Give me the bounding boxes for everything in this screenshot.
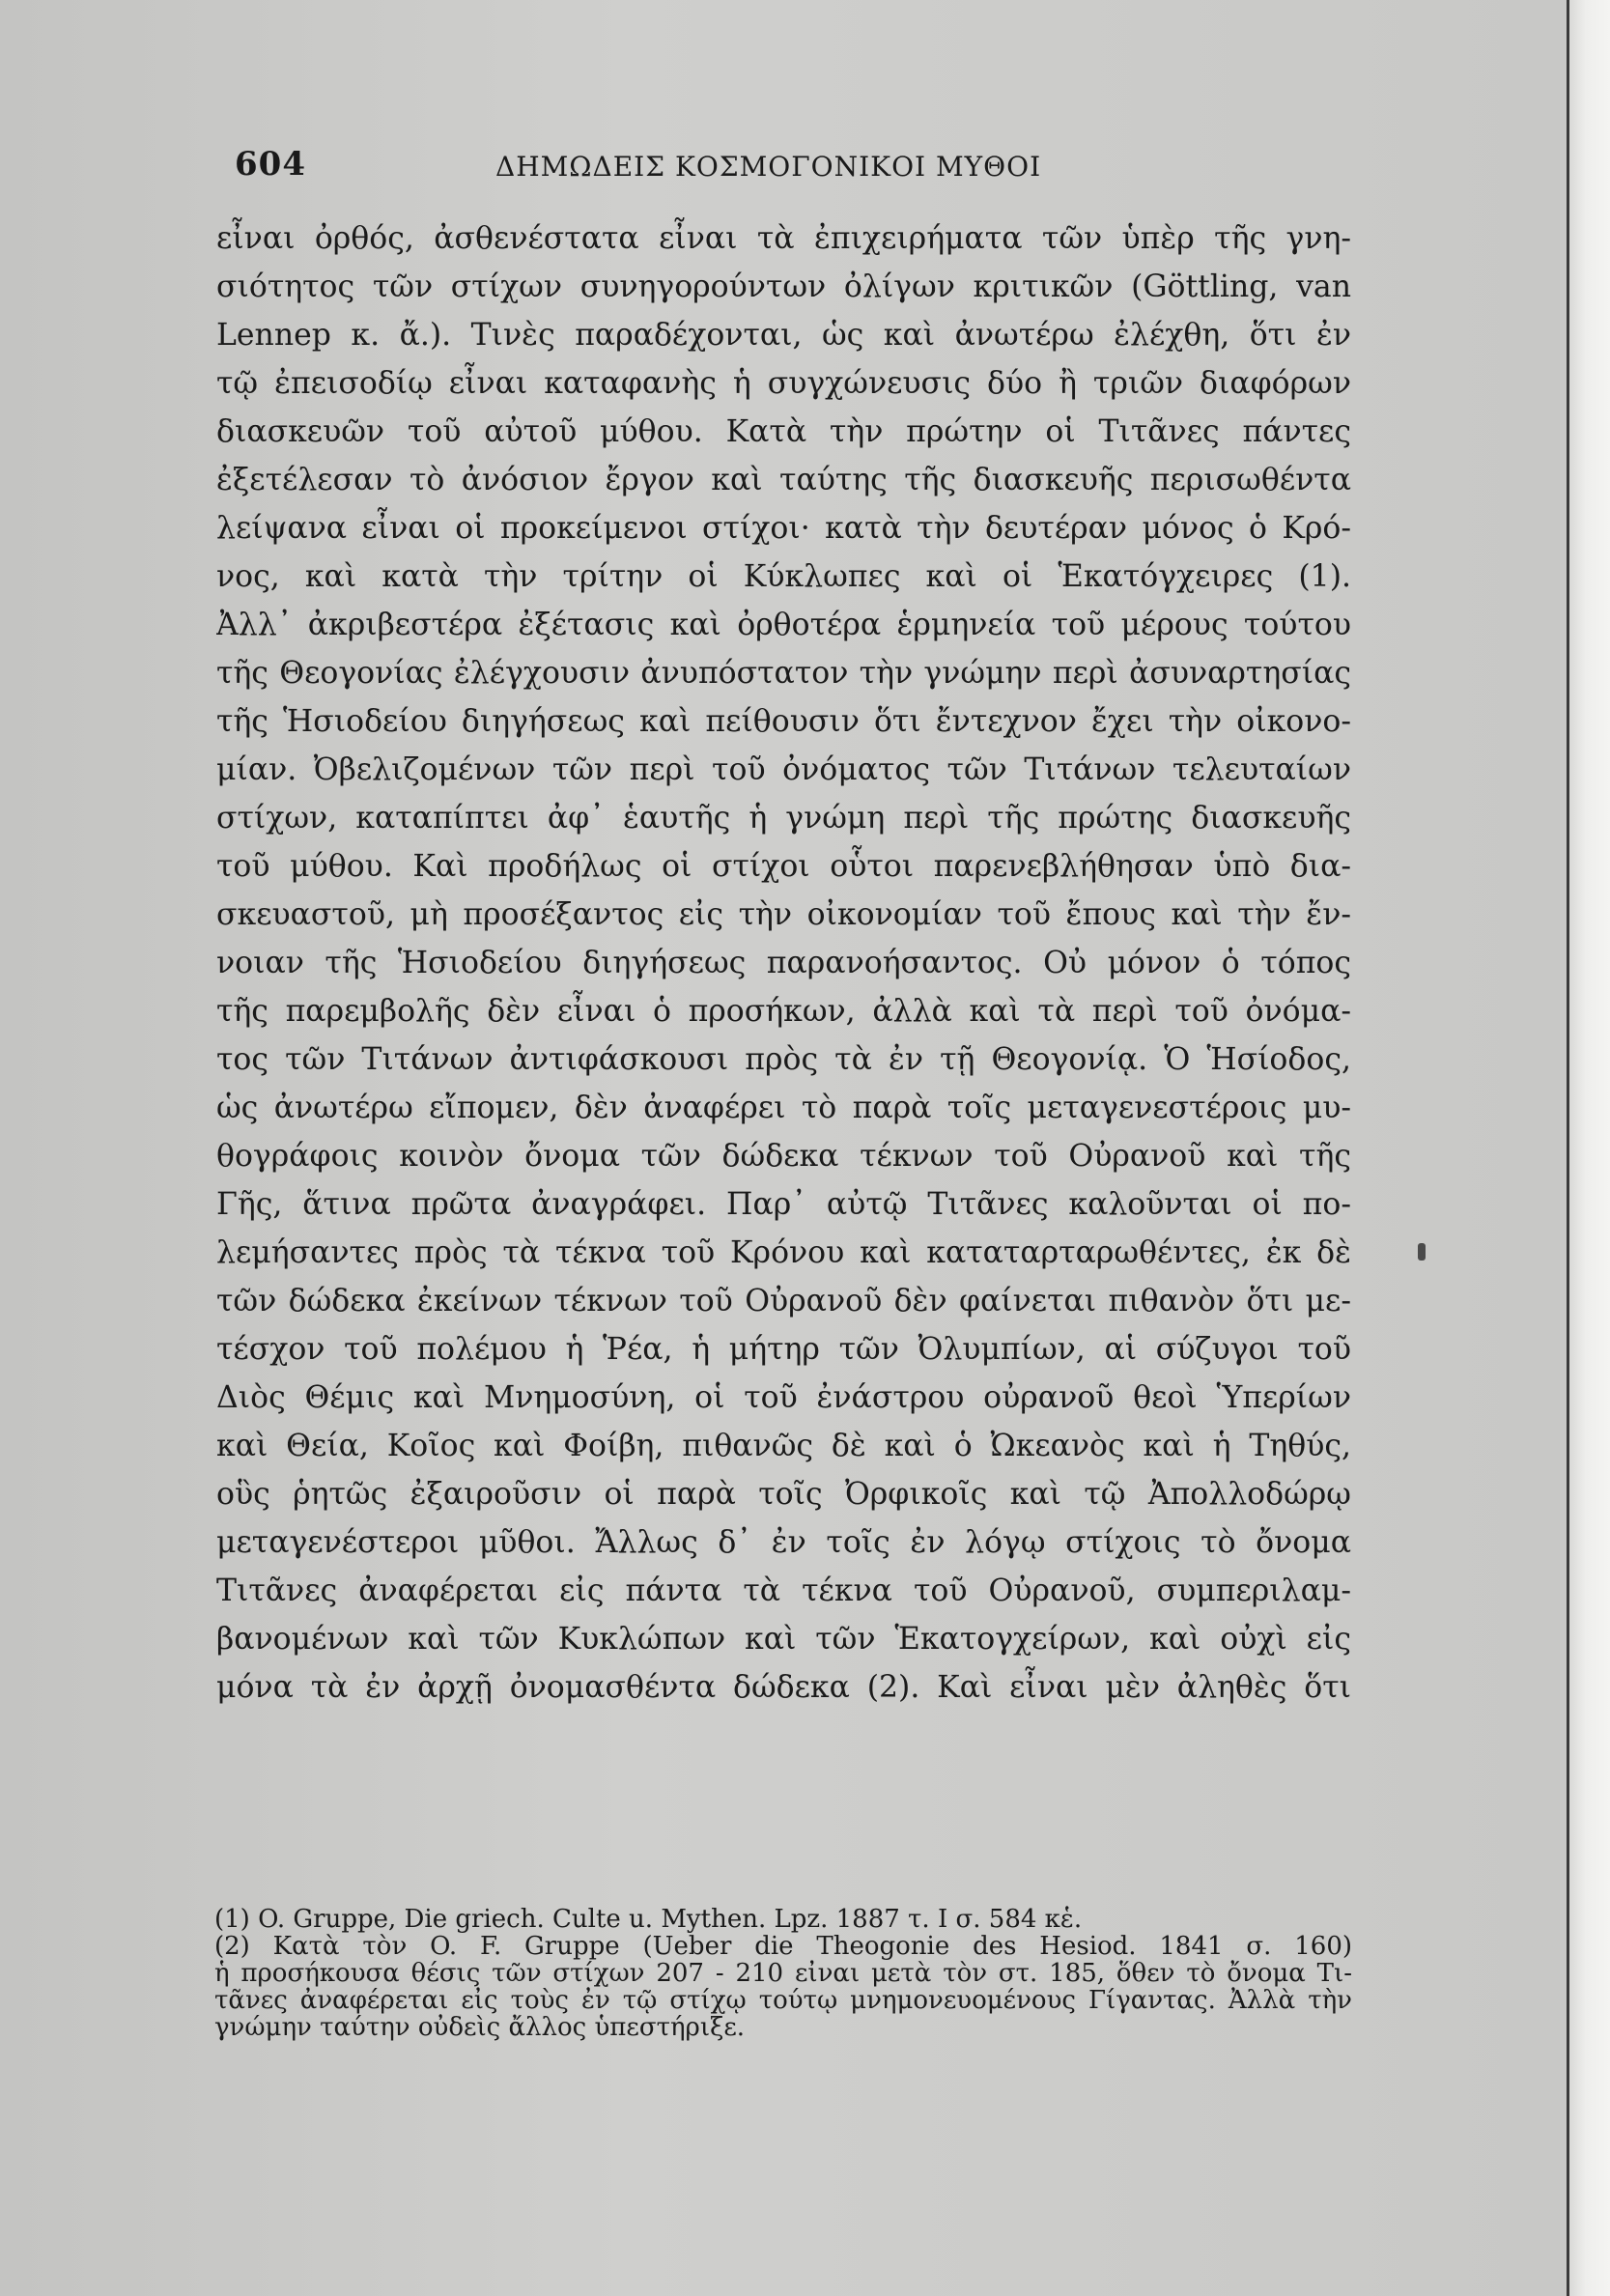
body-line: λεμήσαντες πρὸς τὰ τέκνα τοῦ Κρόνου καὶ καταταρταρωθέντες, ἐκ δὲ: [216, 1235, 1351, 1270]
body-line: Διὸς Θέμις καὶ Μνημοσύνη, οἱ τοῦ ἐνάστρου οὐρανοῦ θεοὶ Ὑπερίων: [216, 1380, 1351, 1415]
footnote-2-line: τᾶνες ἀναφέρεται εἰς τοὺς ἐν τῷ στίχῳ τούτῳ μνημονευομένους Γίγαντας. Ἀλλὰ τὴν: [214, 1987, 1352, 2014]
body-line: τῆς Ἡσιοδείου διηγήσεως καὶ πείθουσιν ὅτι ἔντεχνον ἔχει τὴν οἰκονο-: [216, 704, 1351, 739]
page-edge: [1567, 0, 1610, 2296]
body-line: σκευαστοῦ, μὴ προσέξαντος εἰς τὴν οἰκονομίαν τοῦ ἔπους καὶ τὴν ἔν-: [216, 897, 1351, 932]
body-line: τοῦ μύθου. Καὶ προδήλως οἱ στίχοι οὗτοι παρενεβλήθησαν ὑπὸ δια-: [216, 849, 1351, 884]
body-text: [216, 214, 1351, 1712]
body-line: τῆς παρεμβολῆς δὲν εἶναι ὁ προσήκων, ἀλλὰ καὶ τὰ περὶ τοῦ ὀνόμα-: [216, 994, 1351, 1029]
body-line: καὶ Θεία, Κοῖος καὶ Φοίβη, πιθανῶς δὲ καὶ ὁ Ὠκεανὸς καὶ ἡ Τηθύς,: [216, 1429, 1351, 1463]
body-line: Γῆς, ἅτινα πρῶτα ἀναγράφει. Παρ᾽ αὐτῷ Τιτᾶνες καλοῦνται οἱ πο-: [216, 1187, 1351, 1222]
footnotes: [214, 1906, 1352, 2041]
page-number: 604: [235, 145, 306, 184]
footnote-2: (2) Κατὰ τὸν O. F. Gruppe (Ueber die Theogonie des Hesiod. 1841 σ. 160): [214, 1933, 1352, 1960]
footnote-1: (1) O. Gruppe, Die griech. Culte u. Mythen. Lpz. 1887 τ. I σ. 584 κἑ.: [214, 1906, 1083, 1933]
footnote-2-line: γνώμην ταύτην οὐδεὶς ἄλλος ὑπεστήριξε.: [214, 2014, 746, 2041]
body-line: τῷ ἐπεισοδίῳ εἶναι καταφανὴς ἡ συγχώνευσις δύο ἢ τριῶν διαφόρων: [216, 366, 1351, 401]
body-line: διασκευῶν τοῦ αὐτοῦ μύθου. Κατὰ τὴν πρώτην οἱ Τιτᾶνες πάντες: [216, 414, 1351, 449]
body-line: τῶν δώδεκα ἐκείνων τέκνων τοῦ Οὐρανοῦ δὲν φαίνεται πιθανὸν ὅτι με-: [216, 1284, 1351, 1318]
body-line: νος, καὶ κατὰ τὴν τρίτην οἱ Κύκλωπες καὶ οἱ Ἑκατόγχειρες (1).: [216, 559, 1351, 594]
body-line: ὡς ἀνωτέρω εἴπομεν, δὲν ἀναφέρει τὸ παρὰ τοῖς μεταγενεστέροις μυ-: [216, 1091, 1351, 1125]
running-title: ΔΗΜΩΔΕΙΣ ΚΟΣΜΟΓΟΝΙΚΟΙ ΜΥΘΟΙ: [495, 151, 1042, 183]
body-line: Ἀλλ᾽ ἀκριβεστέρα ἐξέτασις καὶ ὀρθοτέρα ἑρμηνεία τοῦ μέρους τούτου: [216, 608, 1351, 642]
body-line: ἐξετέλεσαν τὸ ἀνόσιον ἔργον καὶ ταύτης τῆς διασκευῆς περισωθέντα: [216, 463, 1351, 497]
body-line: τος τῶν Τιτάνων ἀντιφάσκουσι πρὸς τὰ ἐν τῇ Θεογονίᾳ. Ὁ Ἡσίοδος,: [216, 1042, 1351, 1077]
body-line: Lennep κ. ἄ.). Τινὲς παραδέχονται, ὡς καὶ ἀνωτέρω ἐλέχθη, ὅτι ἐν: [216, 318, 1351, 353]
ink-speck: [1418, 1243, 1426, 1261]
body-line: θογράφοις κοινὸν ὄνομα τῶν δώδεκα τέκνων τοῦ Οὐρανοῦ καὶ τῆς: [216, 1139, 1351, 1174]
body-line: σιότητος τῶν στίχων συνηγορούντων ὀλίγων κριτικῶν (Göttling, van: [216, 269, 1351, 304]
body-line: νοιαν τῆς Ἡσιοδείου διηγήσεως παρανοήσαντος. Οὐ μόνον ὁ τόπος: [216, 946, 1351, 980]
footnote-2-line: ἡ προσήκουσα θέσις τῶν στίχων 207 - 210 εἶναι μετὰ τὸν στ. 185, ὅθεν τὸ ὄνομα Τι-: [214, 1960, 1352, 1987]
body-line: μεταγενέστεροι μῦθοι. Ἄλλως δ᾽ ἐν τοῖς ἐν λόγῳ στίχοις τὸ ὄνομα: [216, 1525, 1351, 1560]
body-line: τῆς Θεογονίας ἐλέγχουσιν ἀνυπόστατον τὴν γνώμην περὶ ἀσυναρτησίας: [216, 656, 1351, 691]
body-line: βανομένων καὶ τῶν Κυκλώπων καὶ τῶν Ἑκατογχείρων, καὶ οὐχὶ εἰς: [216, 1622, 1351, 1657]
body-line: στίχων, καταπίπτει ἀφ᾽ ἑαυτῆς ἡ γνώμη περὶ τῆς πρώτης διασκευῆς: [216, 801, 1351, 836]
body-line: εἶναι ὀρθός, ἀσθενέστατα εἶναι τὰ ἐπιχειρήματα τῶν ὑπὲρ τῆς γνη-: [216, 221, 1351, 256]
body-line: μόνα τὰ ἐν ἀρχῇ ὀνομασθέντα δώδεκα (2). Καὶ εἶναι μὲν ἀληθὲς ὅτι: [216, 1670, 1351, 1705]
body-line: οὓς ῥητῶς ἐξαιροῦσιν οἱ παρὰ τοῖς Ὀρφικοῖς καὶ τῷ Ἀπολλοδώρῳ: [216, 1477, 1351, 1512]
page-header: [235, 145, 1345, 199]
body-line: τέσχον τοῦ πολέμου ἡ Ῥέα, ἡ μήτηρ τῶν Ὀλυμπίων, αἱ σύζυγοι τοῦ: [216, 1332, 1351, 1367]
body-line: μίαν. Ὀβελιζομένων τῶν περὶ τοῦ ὀνόματος τῶν Τιτάνων τελευταίων: [216, 752, 1351, 787]
body-line: λείψανα εἶναι οἱ προκείμενοι στίχοι· κατὰ τὴν δευτέραν μόνος ὁ Κρό-: [216, 511, 1351, 546]
body-line: Τιτᾶνες ἀναφέρεται εἰς πάντα τὰ τέκνα τοῦ Οὐρανοῦ, συμπεριλαμ-: [216, 1573, 1351, 1608]
